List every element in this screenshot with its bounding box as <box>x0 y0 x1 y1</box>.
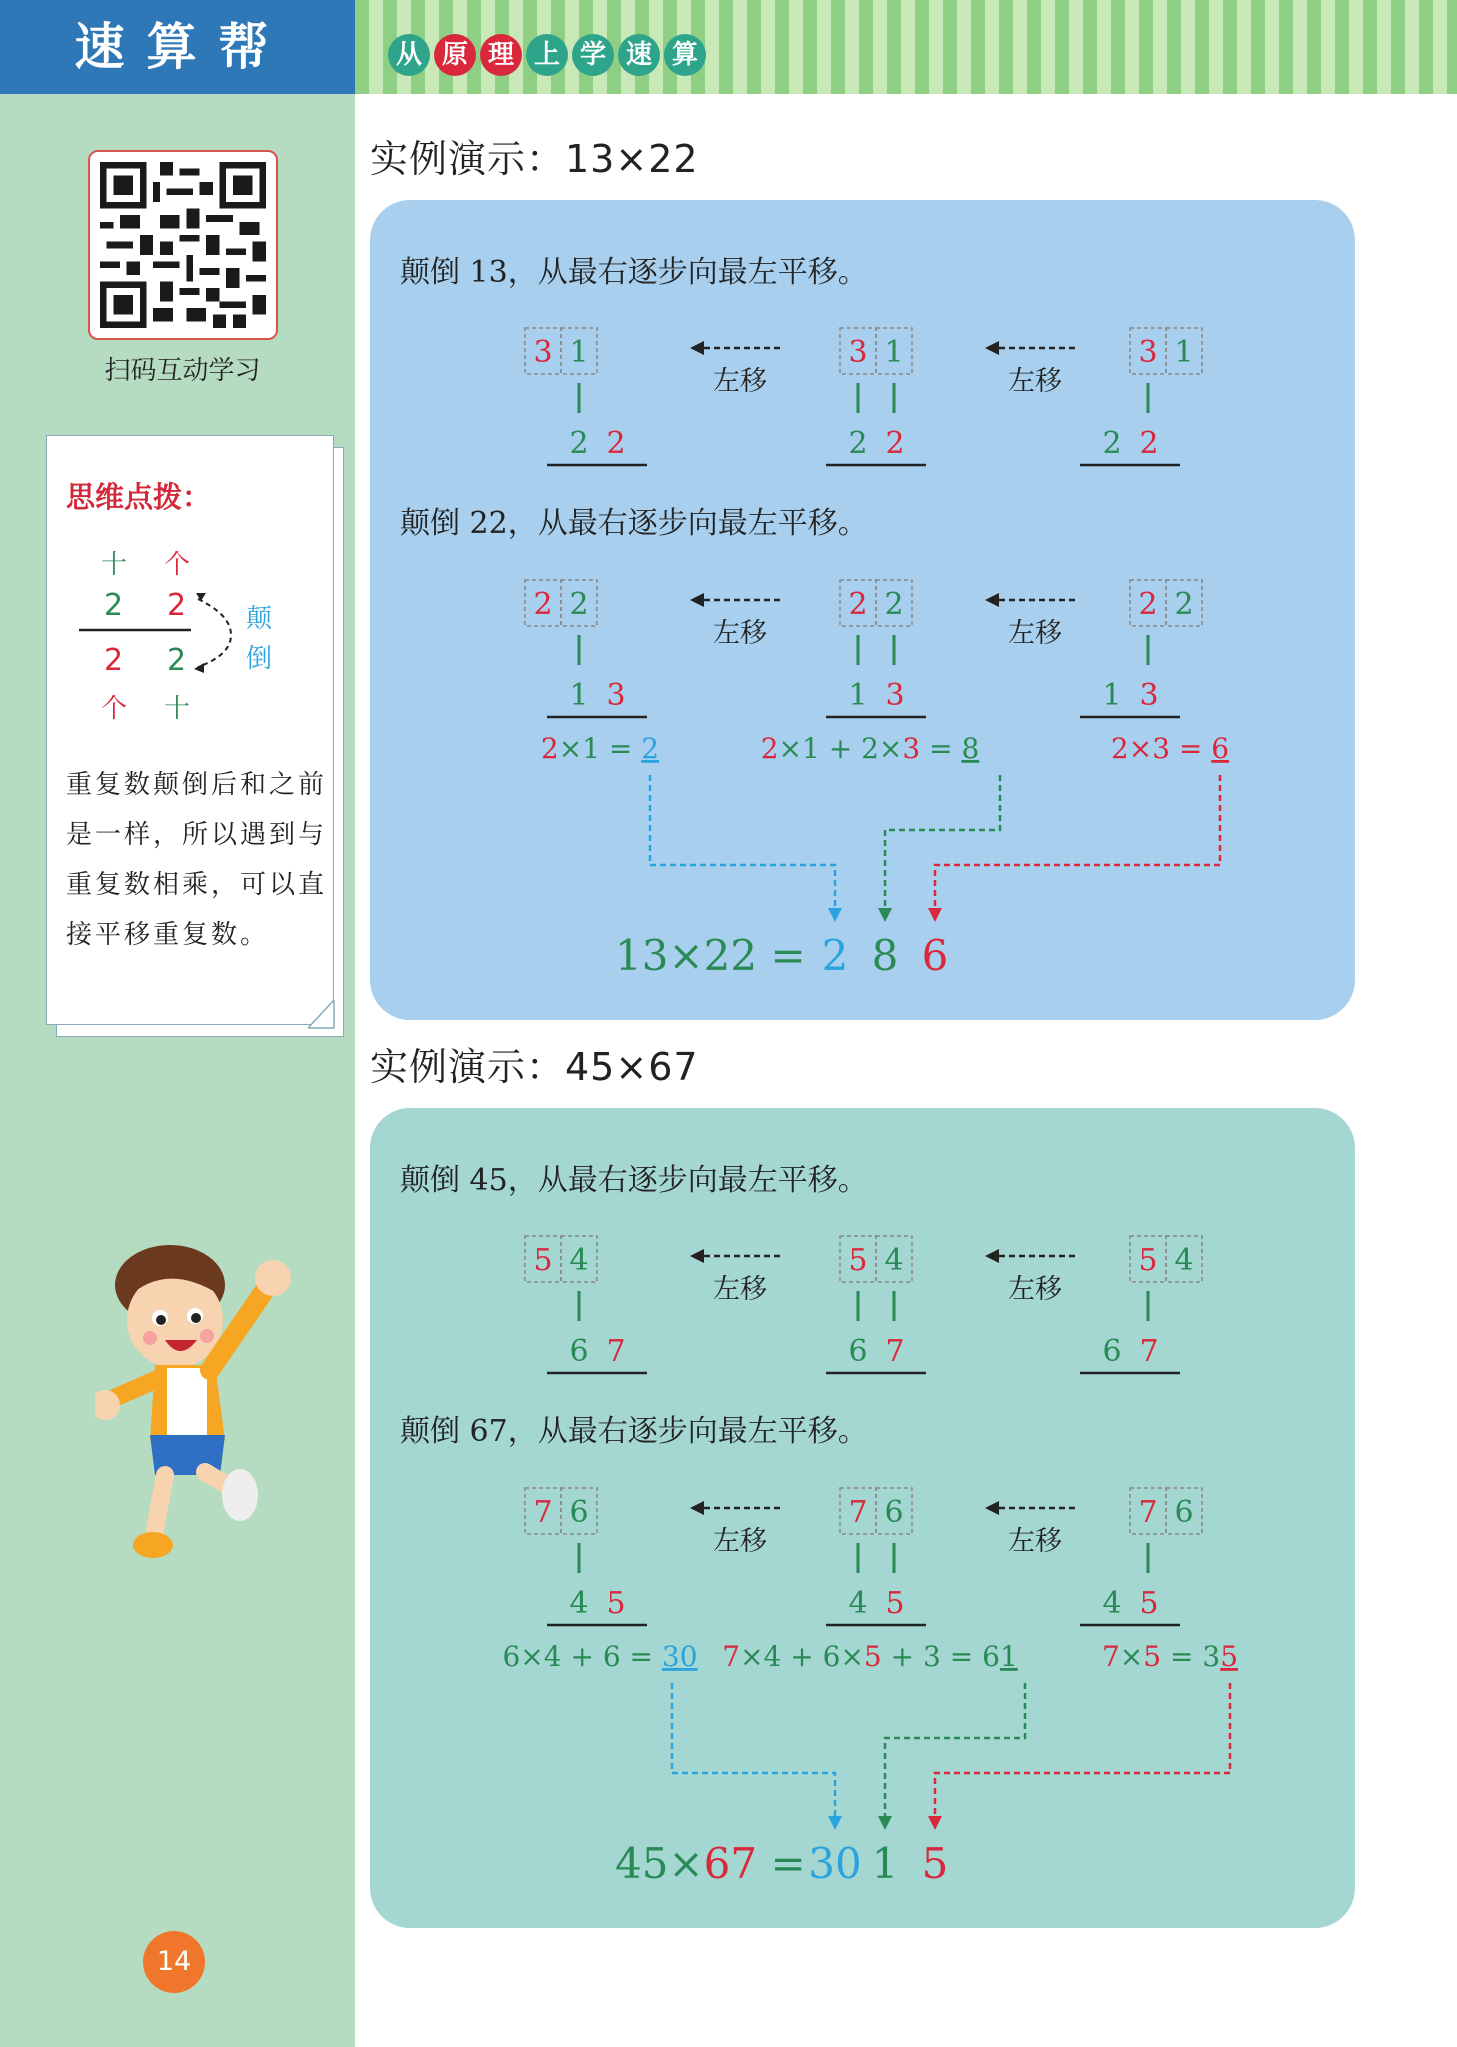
header-pill-6: 算 <box>664 34 706 76</box>
page-number: 14 <box>143 1931 205 1993</box>
ex0-row2-shift-label-0: 左移 <box>713 618 767 649</box>
ex0-calc-0 <box>541 732 659 765</box>
brand-title: 速算帮 <box>0 0 355 94</box>
header-pill-5: 速 <box>618 34 660 76</box>
ex1-calc-2 <box>1102 1640 1238 1673</box>
ex1-row2-stage2-below0: 4 <box>1102 1586 1122 1621</box>
ex0-row2-stage0-below0: 1 <box>569 678 589 713</box>
ex0-calc-1-part-6: 3 <box>902 732 921 765</box>
ex0-result-digit-2: 6 <box>921 931 949 980</box>
ex1-step1-text: 颠倒 45，从最右逐步向最左平移。 <box>400 1163 868 1198</box>
ex0-route-2 <box>935 775 1220 910</box>
ex1-calc-2-part-5: 5 <box>1220 1640 1239 1673</box>
example-1-title: 实例演示：13×22 <box>370 137 699 181</box>
ex0-row2-stage0-digit0: 2 <box>533 587 553 622</box>
ex1-result-lhs-3: = <box>757 1839 806 1888</box>
ex1-row1-stage1-digit0: 5 <box>848 1243 868 1278</box>
ex0-row2-stage2-below0: 1 <box>1102 678 1122 713</box>
header-pill-4: 学 <box>572 34 614 76</box>
place-ones-bottom: 个 <box>101 694 128 724</box>
ex1-row1-stage1-digit1: 4 <box>884 1243 904 1278</box>
ex0-calc-2-part-0: 2 <box>1110 732 1129 765</box>
ex0-row1-stage1-below1: 2 <box>885 426 905 461</box>
top-digit-ones: 2 <box>167 588 187 623</box>
ex0-row1-stage2-below1: 2 <box>1139 426 1159 461</box>
ex0-row1-stage0-digit0: 3 <box>533 335 553 370</box>
ex1-calc-2-part-4: 3 <box>1202 1640 1221 1673</box>
ex1-route-arrowhead-0 <box>828 1816 842 1830</box>
ex0-row1-shift-label-1: 左移 <box>1008 366 1062 397</box>
ex0-row1-stage2-digit1: 1 <box>1174 335 1194 370</box>
ex1-result-lhs-0: 45 <box>615 1839 669 1888</box>
ex0-row2-stage1-below0: 1 <box>848 678 868 713</box>
ex0-calc-1-part-4: 2 <box>861 732 879 765</box>
ex0-row1-stage2-below0: 2 <box>1102 426 1122 461</box>
ex1-calc-0-part-4: 6 <box>602 1640 621 1673</box>
ex1-step2-text: 颠倒 67，从最右逐步向最左平移。 <box>400 1414 868 1449</box>
ex1-calc-1-part-4: 6 <box>822 1640 841 1673</box>
ex1-row1-stage2-below0: 6 <box>1102 1334 1122 1369</box>
ex0-row2-stage1-digit0: 2 <box>848 587 868 622</box>
ex1-row1-shift-arrowhead-0 <box>690 1249 704 1263</box>
ex1-row2-stage1-digit1: 6 <box>884 1495 904 1530</box>
ex0-row2-stage2-digit0: 2 <box>1138 587 1158 622</box>
ex0-row1-stage0-digit1: 1 <box>569 335 589 370</box>
example-2-diagram <box>370 1108 1355 1928</box>
ex1-route-1 <box>885 1683 1025 1818</box>
ex1-calc-2-part-1: × <box>1119 1640 1144 1673</box>
header-pill-0: 从 <box>388 34 430 76</box>
place-tens-bottom: 十 <box>164 694 191 724</box>
ex0-calc-1-part-0: 2 <box>760 732 779 765</box>
ex0-row1-stage0-below0: 2 <box>569 426 589 461</box>
ex0-route-1 <box>885 775 1000 910</box>
ex0-calc-1-part-5: × <box>878 732 903 765</box>
ex0-calc-2-part-4: 6 <box>1211 732 1230 765</box>
ex1-row1-stage0-digit0: 5 <box>533 1243 553 1278</box>
ex0-calc-1 <box>761 732 980 765</box>
ex1-row1-stage0-below0: 6 <box>569 1334 589 1369</box>
ex1-row2-stage1-below1: 5 <box>885 1586 905 1621</box>
ex0-result-lhs-3: = <box>757 931 806 980</box>
ex0-row2-stage2-digit1: 2 <box>1174 587 1194 622</box>
ex0-row1-shift-arrowhead-1 <box>985 341 999 355</box>
ex1-route-2 <box>935 1683 1230 1818</box>
ex0-route-0 <box>650 775 835 910</box>
ex1-result-digit-2: 5 <box>921 1839 949 1888</box>
ex1-calc-1-part-7: + <box>881 1640 924 1673</box>
qr-code[interactable] <box>88 150 278 340</box>
ex1-calc-1-part-0: 7 <box>722 1640 741 1673</box>
ex0-row1-stage0-below1: 2 <box>606 426 626 461</box>
ex1-row2-shift-arrowhead-0 <box>690 1501 704 1515</box>
ex1-calc-1-part-6: 5 <box>863 1640 882 1673</box>
ex1-row2-shift-label-0: 左移 <box>713 1526 767 1557</box>
ex0-calc-0-part-4: 2 <box>641 732 660 765</box>
ex1-calc-1-part-3: + <box>781 1640 823 1673</box>
ex1-calc-1-part-11: 1 <box>999 1640 1018 1673</box>
ex1-calc-2-part-3: = <box>1161 1640 1203 1673</box>
bottom-digit-ones: 2 <box>167 643 187 678</box>
ex0-calc-1-part-3: + <box>819 732 862 765</box>
ex1-calc-1-part-10: 6 <box>982 1640 1000 1673</box>
tip-card <box>46 435 334 1025</box>
ex1-calc-1-part-8: 3 <box>923 1640 941 1673</box>
ex0-row1-stage1-digit0: 3 <box>848 335 868 370</box>
ex1-row1-shift-label-1: 左移 <box>1008 1274 1062 1305</box>
ex0-calc-1-part-8: 8 <box>961 732 980 765</box>
ex0-result-digit-1: 8 <box>871 931 899 980</box>
ex0-row2-stage0-below1: 3 <box>606 678 626 713</box>
ex0-calc-0-part-3: = <box>600 732 642 765</box>
ex1-calc-0-part-6: 30 <box>661 1640 698 1673</box>
ex0-row2-stage1-below1: 3 <box>885 678 905 713</box>
ex0-row1-stage1-below0: 2 <box>848 426 868 461</box>
ex0-row2-shift-label-1: 左移 <box>1008 618 1062 649</box>
ex1-row1-stage2-below1: 7 <box>1139 1334 1159 1369</box>
cartoon-boy-illustration <box>95 1240 315 1590</box>
bottom-digit-tens: 2 <box>104 643 124 678</box>
ex1-row2-stage0-digit0: 7 <box>533 1495 553 1530</box>
ex1-calc-1 <box>722 1640 1018 1673</box>
ex0-calc-0-part-2: 1 <box>582 732 601 765</box>
ex1-calc-0-part-5: = <box>620 1640 662 1673</box>
ex1-row1-stage1-below1: 7 <box>885 1334 905 1369</box>
ex0-row1-stage1-digit1: 1 <box>884 335 904 370</box>
ex0-calc-1-part-1: × <box>778 732 802 765</box>
page-curl-icon <box>308 1000 338 1030</box>
ex0-calc-2-part-1: × <box>1128 732 1153 765</box>
ex1-calc-1-part-2: 4 <box>763 1640 782 1673</box>
place-tens-top: 十 <box>101 550 128 580</box>
ex1-row1-shift-arrowhead-1 <box>985 1249 999 1263</box>
ex1-row2-stage0-below1: 5 <box>606 1586 626 1621</box>
header-pill-2: 理 <box>480 34 522 76</box>
ex1-calc-2-part-0: 7 <box>1101 1640 1120 1673</box>
ex1-row2-stage2-digit0: 7 <box>1138 1495 1158 1530</box>
ex1-result-lhs-1: × <box>668 1839 704 1888</box>
flip-label-1: 颠 <box>246 604 273 634</box>
example-2-title: 实例演示：45×67 <box>370 1045 699 1089</box>
header-scallop-edge <box>355 84 1457 98</box>
ex1-row1-stage2-digit0: 5 <box>1138 1243 1158 1278</box>
flip-label-2: 倒 <box>246 644 273 674</box>
ex0-calc-2 <box>1111 732 1229 765</box>
top-digit-tens: 2 <box>104 588 124 623</box>
ex0-row2-stage2-below1: 3 <box>1139 678 1159 713</box>
example-1-diagram <box>370 200 1355 1020</box>
ex1-route-arrowhead-1 <box>878 1816 892 1830</box>
ex1-result-digit-1: 1 <box>871 1839 899 1888</box>
ex1-result-digit-0: 30 <box>808 1839 862 1888</box>
example-2-panel <box>370 1108 1355 1928</box>
ex1-row2-shift-arrowhead-1 <box>985 1501 999 1515</box>
flip-arrow-head-top <box>196 593 206 601</box>
ex0-row1-shift-arrowhead-0 <box>690 341 704 355</box>
ex1-calc-0 <box>502 1640 697 1673</box>
ex1-row1-stage2-digit1: 4 <box>1174 1243 1194 1278</box>
ex0-step1-text: 颠倒 13，从最右逐步向最左平移。 <box>400 255 868 290</box>
ex1-calc-2-part-2: 5 <box>1143 1640 1162 1673</box>
ex1-row1-stage0-digit1: 4 <box>569 1243 589 1278</box>
ex0-row2-stage1-digit1: 2 <box>884 587 904 622</box>
ex1-calc-0-part-2: 4 <box>543 1640 562 1673</box>
ex1-calc-1-part-1: × <box>740 1640 764 1673</box>
flip-arrow-curve <box>198 599 231 667</box>
ex1-row2-stage1-below0: 4 <box>848 1586 868 1621</box>
ex0-row1-shift-label-0: 左移 <box>713 366 767 397</box>
ex1-row2-stage2-below1: 5 <box>1139 1586 1159 1621</box>
tip-text: 重复数颠倒后和之前是一样，所以遇到与重复数相乘，可以直接平移重复数。 <box>66 770 328 950</box>
ex0-result-digit-0: 2 <box>821 931 849 980</box>
ex0-calc-1-part-2: 1 <box>801 732 820 765</box>
ex1-row1-stage0-below1: 7 <box>606 1334 626 1369</box>
ex0-calc-2-part-3: = <box>1170 732 1212 765</box>
ex1-row1-stage1-below0: 6 <box>848 1334 868 1369</box>
ex0-row2-stage0-digit1: 2 <box>569 587 589 622</box>
ex0-calc-0-part-0: 2 <box>540 732 559 765</box>
ex1-calc-0-part-1: × <box>520 1640 544 1673</box>
flip-diagram <box>46 535 334 755</box>
ex1-row2-stage0-below0: 4 <box>569 1586 589 1621</box>
ex1-row2-stage0-digit1: 6 <box>569 1495 589 1530</box>
ex1-row1-shift-label-0: 左移 <box>713 1274 767 1305</box>
ex0-calc-2-part-2: 3 <box>1152 732 1171 765</box>
ex0-row1-stage2-digit0: 3 <box>1138 335 1158 370</box>
ex1-result-equation <box>615 1839 806 1888</box>
qr-caption: 扫码互动学习 <box>104 356 261 386</box>
ex0-row2-shift-arrowhead-0 <box>690 593 704 607</box>
ex0-route-arrowhead-2 <box>928 908 942 922</box>
ex0-result-lhs-0: 13 <box>615 931 669 980</box>
ex0-step2-text: 颠倒 22，从最右逐步向最左平移。 <box>400 506 868 541</box>
ex1-calc-1-part-5: × <box>840 1640 864 1673</box>
flip-arrow-head-bottom <box>194 663 204 673</box>
place-ones-top: 个 <box>164 550 191 580</box>
ex1-result-lhs-2: 67 <box>703 1839 758 1888</box>
ex1-row2-stage1-digit0: 7 <box>848 1495 868 1530</box>
ex1-route-arrowhead-2 <box>928 1816 942 1830</box>
example-1-panel <box>370 200 1355 1020</box>
ex1-calc-0-part-3: + <box>561 1640 603 1673</box>
ex1-calc-1-part-9: = <box>940 1640 983 1673</box>
ex1-route-0 <box>672 1683 835 1818</box>
ex1-calc-0-part-0: 6 <box>502 1640 521 1673</box>
ex0-result-lhs-1: × <box>668 931 704 980</box>
ex0-result-lhs-2: 22 <box>703 931 758 980</box>
ex0-route-arrowhead-0 <box>828 908 842 922</box>
ex0-result-equation <box>615 931 806 980</box>
ex0-row2-shift-arrowhead-1 <box>985 593 999 607</box>
ex1-row2-shift-label-1: 左移 <box>1008 1526 1062 1557</box>
ex1-row2-stage2-digit1: 6 <box>1174 1495 1194 1530</box>
header-pill-3: 上 <box>526 34 568 76</box>
header-pill-row <box>388 34 706 76</box>
ex0-calc-0-part-1: × <box>558 732 583 765</box>
ex0-route-arrowhead-1 <box>878 908 892 922</box>
ex0-calc-1-part-7: = <box>920 732 962 765</box>
tip-title: 思维点拨： <box>66 480 212 514</box>
header-pill-1: 原 <box>434 34 476 76</box>
qr-code-icon <box>100 162 266 328</box>
